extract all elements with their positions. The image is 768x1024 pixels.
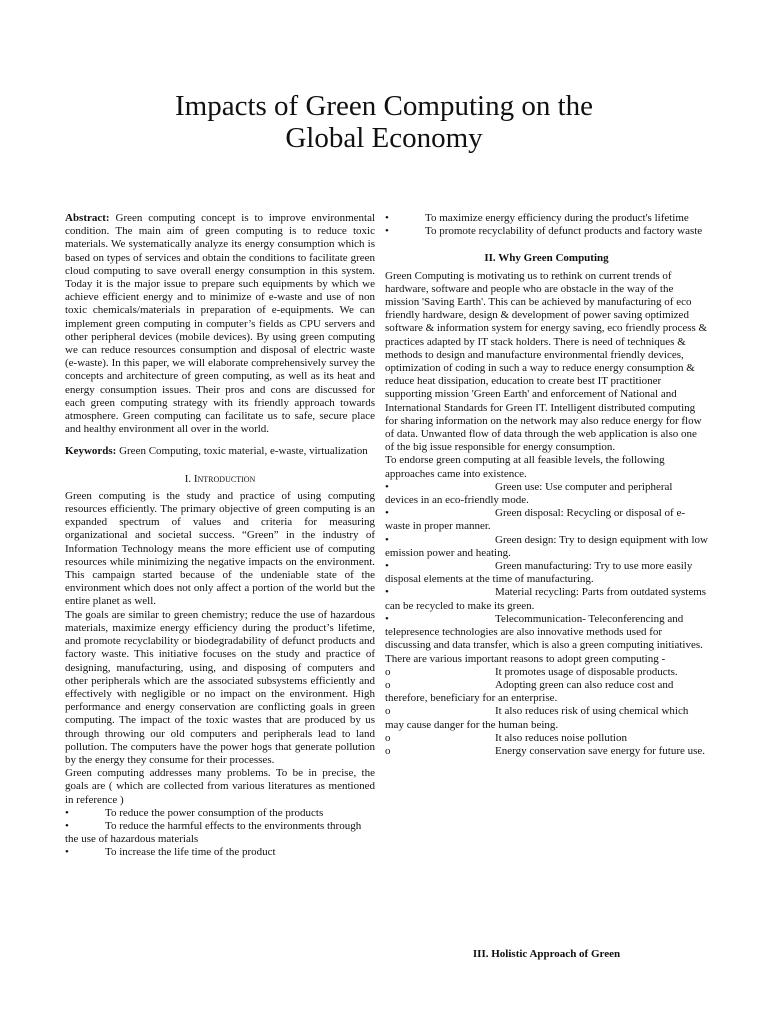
list-item [385,666,708,679]
approach-text: Telecommunication- Teleconferencing and telepresence technologies are also innovative methods used for discussing and data transfer, which is also a green computing initiatives. [385,612,703,652]
approach-text: Green manufacturing: Try to use more easily disposal elements at the time of manufacturing. [385,560,693,586]
bullet-marker: • [65,846,69,859]
approach-text: Green design: Try to design equipment with low emission power and heating. [385,533,708,559]
list-item [385,732,708,745]
approach-text: Green use: Use computer and peripheral devices in an eco-friendly mode. [385,480,673,507]
reason-text: It also reduces noise pollution [495,731,627,744]
section-2-paragraph-3: There are various important reasons to adopt green computing - [385,652,666,665]
section-2-paragraph-1: Green Computing is motivating us to rethink on current trends of hardware, software and people who are obstacle in the way of the mission 'Saving Earth'. This can be achieved by manufacturing of eco friendly hardware, design & development of power saving optimized software & information system for energy saving, eco friendly process & practices adapted by IT stack holders. There is need of techniques & methods to design and manufacture environmental friendly devices, optimization of coding in such a way to reduce energy consumption & reduce heat dissipation, education to create best IT practitioner supporting mission 'Green Earth' and enforcement of National and International Standards for Green IT. Intelligent distributed computing for sharing information on the network may also reduce energy for flow of data. Unwanted flow of data through the web application is also one of the big issue responsible for energy consumption. [385,269,708,454]
list-item [385,560,708,586]
section-2-paragraph-2: To endorse green computing at all feasible levels, the following approaches came into existence. [385,454,665,480]
left-column [65,212,375,860]
section-2-heading [385,252,708,265]
section-1-heading [65,473,375,486]
bullet-marker: • [385,212,389,224]
bullet-marker: • [385,480,389,493]
goal-text: To increase the life time of the product [105,846,276,859]
keywords [65,445,375,458]
list-item [385,534,708,560]
list-item [65,846,375,859]
list-item [385,481,708,507]
abstract-text: Green computing concept is to improve environmental condition. The main aim of green computing is to reduce toxic materials. We systematically analyze its energy consumption which is based on types of services and obtain the conditions to facilitate green cloud computing to save overall energy consumption in this system. Today it is the major issue to prepare such equipments by which we achieve efficient energy and to minimize of e-waste and use of non toxic chemicals/materials in preparation of e-equipments. We can implement green computing in computer’s fields as CPU servers and other peripheral devices (mobile devices). By using green computing we can reduce resources consumption and disposal of electric waste (e-waste). In this paper, we will elaborate comprehensively survey the concepts and architecture of green computing, as well as its heat and energy consumption issues. Their pros and cons are discussed for each green computing strategy with its friendly approach towards atmosphere. Green computing can facilitate us to safe, secure place and healthy environment all over in the world. [65,212,376,436]
goal-text: To reduce the harmful effects to the environments through the use of hazardous materials [65,819,362,846]
reason-text: It promotes usage of disposable products. [495,665,678,678]
section-1-number: I. [184,472,192,485]
right-column [385,212,708,758]
bullet-marker: • [65,806,69,819]
bullet-marker: • [385,533,389,546]
list-item [385,745,708,758]
goal-text: To maximize energy efficiency during the product's lifetime [425,212,689,224]
paper-title [0,90,768,154]
section-1-title: Introduction [193,472,256,485]
reason-text: It also reduces risk of using chemical which may cause danger for the human being. [385,705,689,731]
list-item [65,807,375,820]
goal-text: To reduce the power consumption of the products [105,806,324,819]
reason-text: Energy conservation save energy for future use. [495,744,706,757]
list-item [385,212,708,225]
bullet-marker: • [385,612,389,625]
approach-text: Material recycling: Parts from outdated systems can be recycled to make its green. [385,586,707,612]
bullet-marker: • [385,586,389,599]
circle-marker: o [385,665,391,678]
section-3-title: Holistic Approach of Green [491,948,621,960]
list-item [385,225,708,238]
section-3-heading [385,948,708,960]
section-2-number: II. [484,252,496,265]
section-1-paragraph-2: The goals are similar to green chemistry; reduce the use of hazardous materials, maximize energy efficiency during the product’s lifetime, and promote recyclability or biodegradability of defunct products and factory waste. This initiative focuses on the study and practice of designing, manufacturing, using, and disposing of computers and other peripherals which are the associated subsystems efficiently and effectively with negligible or no impact on the environment. High performance and energy conservation are conflicting goals in green computing. The impact of the toxic wastes that are produced by us through throwing our old computers and peripherals lead to land pollution. The computers have the power hogs that generate pollution by the energy they consume for their processes. [65,608,375,766]
title-line-2: Global Economy [285,122,483,154]
circle-marker: o [385,705,391,718]
section-1-paragraph-1: Green computing is the study and practice of using computing resources efficiently. The primary objective of green computing is an expanded spectrum of values and criteria for measuring organizational and societal success. “Green” in the industry of Information Technology means the more efficient use of computing resources while minimizing the negative impacts on the environment. This campaign started because of the undeniable state of the environment which does not only affect a portion of the world but the entire planet as well. [65,489,375,608]
abstract [65,212,375,436]
title-line-1: Impacts of Green Computing on the [175,90,593,122]
section-2-title: Why Green Computing [498,252,609,265]
keywords-label: Keywords: [65,445,117,458]
list-item [385,705,708,731]
abstract-label: Abstract: [65,212,110,224]
list-item [385,613,708,653]
list-item [65,820,375,846]
section-1-paragraph-3: Green computing addresses many problems. To be in precise, the goals are ( which are collected from various literatures as mentioned in reference ) [65,767,375,806]
circle-marker: o [385,744,391,757]
bullet-marker: • [385,507,389,520]
bullet-marker: • [385,225,389,238]
keywords-text: Green Computing, toxic material, e-waste, virtualization [119,445,368,458]
list-item [385,679,708,705]
goal-text: To promote recyclability of defunct products and factory waste [425,225,703,238]
reason-text: Adopting green can also reduce cost and therefore, beneficiary for an enterprise. [385,678,674,705]
approach-text: Green disposal: Recycling or disposal of e-waste in proper manner. [385,507,686,533]
circle-marker: o [385,678,391,691]
list-item [385,586,708,612]
section-3-number: III. [472,948,489,960]
bullet-marker: • [385,560,389,573]
bullet-marker: • [65,819,69,832]
list-item [385,507,708,533]
circle-marker: o [385,731,391,744]
